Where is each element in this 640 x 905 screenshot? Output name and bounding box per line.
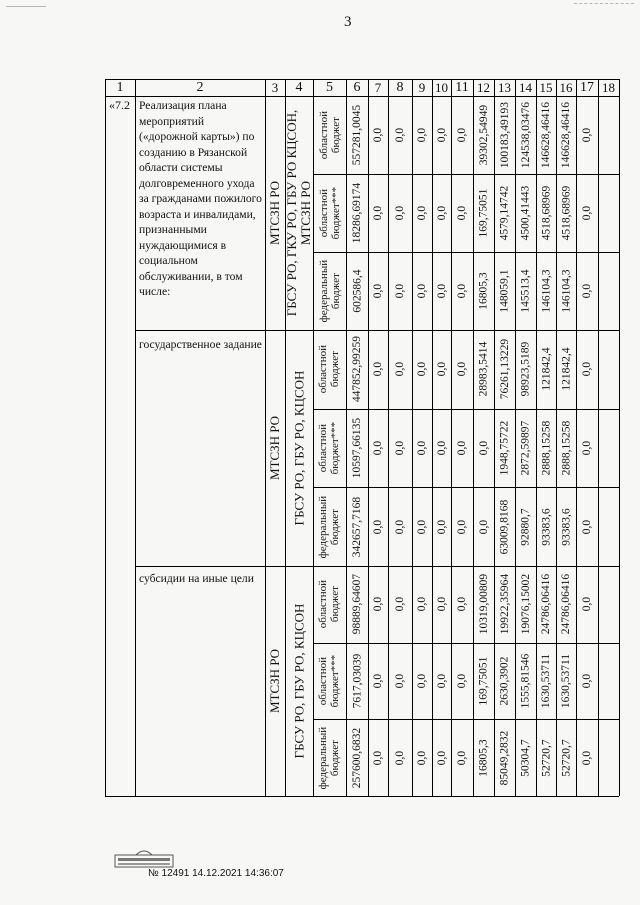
budget-type-label: областной бюджет [317,345,342,394]
budget-value: 0,0 [416,597,429,612]
column-header-15: 15 [539,80,553,95]
band-separator [313,643,619,644]
budget-value: 148059,1 [498,269,511,313]
budget-value: 0,0 [456,362,469,377]
budget-value: 1630,53711 [560,653,573,709]
column-border-18 [619,79,620,796]
budget-value: 0,0 [416,283,429,299]
column-header-3: 3 [271,80,279,95]
budget-value: 0,0 [416,362,429,377]
budget-value: 121842,4 [560,347,573,391]
budget-value: 0,0 [477,519,490,534]
budget-value: 0,0 [477,440,490,456]
budget-type-label: областной бюджет*** [317,421,342,475]
budget-value: 0,0 [416,440,429,456]
budget-value: 257600,6832 [351,727,364,788]
budget-type-label: федеральный бюджет [317,495,342,558]
budget-value: 0,0 [372,673,385,689]
budget-value: 0,0 [456,750,469,765]
group-separator [135,330,619,331]
band-separator [313,487,619,488]
budget-value: 557281,0045 [351,104,364,166]
budget-value: 0,0 [372,597,385,612]
budget-value: 4500,41443 [519,185,532,241]
budget-value: 1948,75722 [498,420,511,476]
budget-value: 100183,49193 [498,101,511,169]
budget-value: 602586,4 [351,269,364,313]
budget-value: 124538,03476 [519,101,532,169]
budget-value: 0,0 [581,597,594,612]
column-border-4 [313,79,314,796]
budget-type-label: областной бюджет*** [317,186,342,240]
state-task-label: государственное задание [139,338,262,351]
budget-type-label: федеральный бюджет [317,726,342,789]
budget-value: 447852,99259 [351,336,364,403]
column-header-4: 4 [295,80,303,95]
budget-value: 0,0 [581,205,594,221]
budget-value: 0,0 [435,673,448,689]
column-border-13 [515,79,516,796]
budget-value: 18286,69174 [351,182,364,244]
budget-value: 0,0 [435,519,448,534]
budget-value: 0,0 [416,519,429,534]
budget-value: 0,0 [372,205,385,221]
band-separator [313,174,619,175]
budget-value: 0,0 [416,673,429,689]
budget-value: 146628,46416 [560,101,573,169]
responsible-ministry: МТСЗН РО [267,648,283,714]
budget-value: 0,0 [581,519,594,534]
column-header-11: 11 [455,80,469,95]
item-title: Реализация плана мероприятий («дорожной карты») по созданию в Рязанской области системы долговременного ухода за гражданами пожилого возраста и инвалидами, признанными нуждающимися в социальном обслуживании, в том числе: [139,99,262,298]
budget-value: 10319,00809 [477,574,490,635]
budget-value: 0,0 [416,127,429,143]
budget-value: 0,0 [394,283,407,299]
budget-value: 0,0 [416,750,429,765]
budget-value: 1555,81546 [519,653,532,709]
budget-value: 0,0 [372,127,385,143]
budget-type-label: федеральный бюджет [317,259,342,323]
budget-value: 52720,7 [540,739,553,777]
budget-value: 0,0 [456,519,469,534]
budget-value: 0,0 [394,673,407,689]
budget-value: 0,0 [581,673,594,689]
budget-value: 0,0 [416,205,429,221]
budget-value: 39302,54949 [477,104,490,166]
budget-value: 0,0 [372,750,385,765]
budget-value: 146104,3 [540,269,553,313]
budget-value: 0,0 [394,597,407,612]
responsible-institutions: ГБСУ РО, ГБУ РО, КЦСОН [290,603,306,759]
band-separator [313,719,619,720]
budget-value: 16805,3 [477,272,490,310]
budget-value: 169,75051 [477,656,490,706]
budget-value: 63009,8168 [498,499,511,554]
budget-value: 0,0 [394,519,407,534]
budget-value: 2872,59897 [519,420,532,476]
budget-value: 7617,03039 [350,653,363,709]
budget-value: 0,0 [435,283,448,299]
budget-value: 92880,7 [519,508,532,546]
column-border-5 [346,79,347,796]
responsible-ministry: МТСЗН РО [267,180,283,246]
budget-value: 0,0 [581,127,594,143]
budget-value: 93383,6 [540,508,553,546]
budget-value: 0,0 [456,597,469,612]
budget-value: 121842,4 [540,347,553,391]
budget-value: 0,0 [581,440,594,456]
budget-value: 2630,3902 [498,656,511,706]
budget-value: 0,0 [456,440,469,456]
column-header-13: 13 [498,80,511,95]
column-header-9: 9 [418,80,426,95]
budget-value: 0,0 [581,750,594,765]
seal-icon [114,846,174,870]
budget-value: 0,0 [372,440,385,456]
budget-value: 19922,35964 [498,574,511,635]
column-border-1 [135,79,136,796]
item-number: «7.2 [109,98,130,112]
header-bottom-border [105,96,619,97]
budget-value: 169,75051 [477,188,490,238]
column-header-16: 16 [559,80,573,95]
column-header-18: 18 [602,80,615,95]
budget-value: 4518,68969 [539,185,552,241]
budget-value: 24786,06416 [540,574,553,635]
budget-value: 1630,53711 [540,653,553,709]
column-border-12 [494,79,495,796]
budget-value: 16805,3 [477,739,490,777]
group-separator [135,566,619,567]
budget-value: 342657,7168 [351,496,364,557]
column-border-14 [536,79,537,796]
column-border-16 [576,79,577,796]
budget-value: 0,0 [435,127,448,143]
column-header-6: 6 [353,80,361,95]
scan-mark [6,6,46,13]
budget-value: 50304,7 [519,739,532,777]
column-border-2 [265,79,266,796]
budget-value: 146628,46416 [540,101,553,169]
budget-value: 85049,2832 [498,730,511,785]
budget-value: 0,0 [372,362,385,377]
budget-value: 145513,4 [519,269,532,313]
budget-value: 93383,6 [560,508,573,546]
budget-value: 0,0 [435,597,448,612]
budget-value: 0,0 [435,205,448,221]
budget-value: 0,0 [456,673,469,689]
budget-value: 0,0 [435,440,448,456]
budget-value: 4579,14742 [498,185,511,241]
responsible-institutions: ГБСУ РО, ГКУ РО, ГБУ РО КЦСОН, МТСЗН РО [284,109,313,317]
column-header-14: 14 [519,80,532,95]
column-border-15 [556,79,557,796]
budget-type-label: областной бюджет [317,580,342,629]
budget-value: 0,0 [394,205,407,221]
column-border-17 [598,79,599,796]
column-header-10: 10 [435,80,448,95]
budget-value: 2888,15258 [539,420,552,476]
budget-value: 28983,5414 [477,342,490,397]
column-header-8: 8 [396,80,404,95]
column-header-2: 2 [196,80,204,95]
subsidies-label: субсидии на иные цели [139,572,254,585]
budget-value: 76261,13229 [498,339,511,400]
budget-value: 0,0 [435,750,448,765]
budget-value: 0,0 [456,127,469,143]
table-bottom-border [105,796,619,797]
responsible-institutions: ГБСУ РО, ГБУ РО, КЦСОН [290,370,306,526]
budget-value: 4518,68969 [559,185,572,241]
budget-value: 19076,15002 [519,574,532,635]
budget-value: 2888,15258 [559,420,572,476]
column-border-9 [432,79,433,796]
band-separator [313,252,619,253]
budget-value: 0,0 [394,127,407,143]
budget-value: 10597,66135 [351,417,364,479]
column-border-11 [473,79,474,796]
budget-type-label: областной бюджет*** [317,654,342,708]
budget-value: 0,0 [372,283,385,299]
column-border-6 [368,79,369,796]
column-border-7 [388,79,389,796]
budget-value: 146104,3 [560,269,573,313]
budget-value: 52720,7 [560,739,573,777]
responsible-ministry: МТСЗН РО [267,415,283,481]
scan-mark-right [574,3,634,10]
budget-value: 98889,64607 [351,574,364,635]
column-header-17: 17 [580,80,594,95]
budget-value: 0,0 [372,519,385,534]
column-header-5: 5 [326,80,333,95]
column-border-0 [105,79,106,796]
budget-value: 0,0 [394,362,407,377]
page-number: 3 [344,14,352,30]
budget-value: 24786,06416 [560,574,573,635]
document-registration-stamp: № 12491 14.12.2021 14:36:07 [148,868,284,879]
budget-value: 0,0 [456,283,469,299]
column-header-1: 1 [116,80,124,95]
column-header-12: 12 [477,80,490,95]
budget-value: 0,0 [435,362,448,377]
column-border-8 [412,79,413,796]
column-border-10 [451,79,452,796]
budget-value: 0,0 [581,283,594,299]
budget-type-label: областной бюджет [317,111,342,160]
budget-value: 0,0 [581,362,594,377]
budget-value: 0,0 [394,440,407,456]
column-header-7: 7 [374,80,382,95]
budget-value: 0,0 [456,205,469,221]
budget-value: 98923,5189 [519,342,532,397]
band-separator [313,409,619,410]
budget-value: 0,0 [394,750,407,765]
